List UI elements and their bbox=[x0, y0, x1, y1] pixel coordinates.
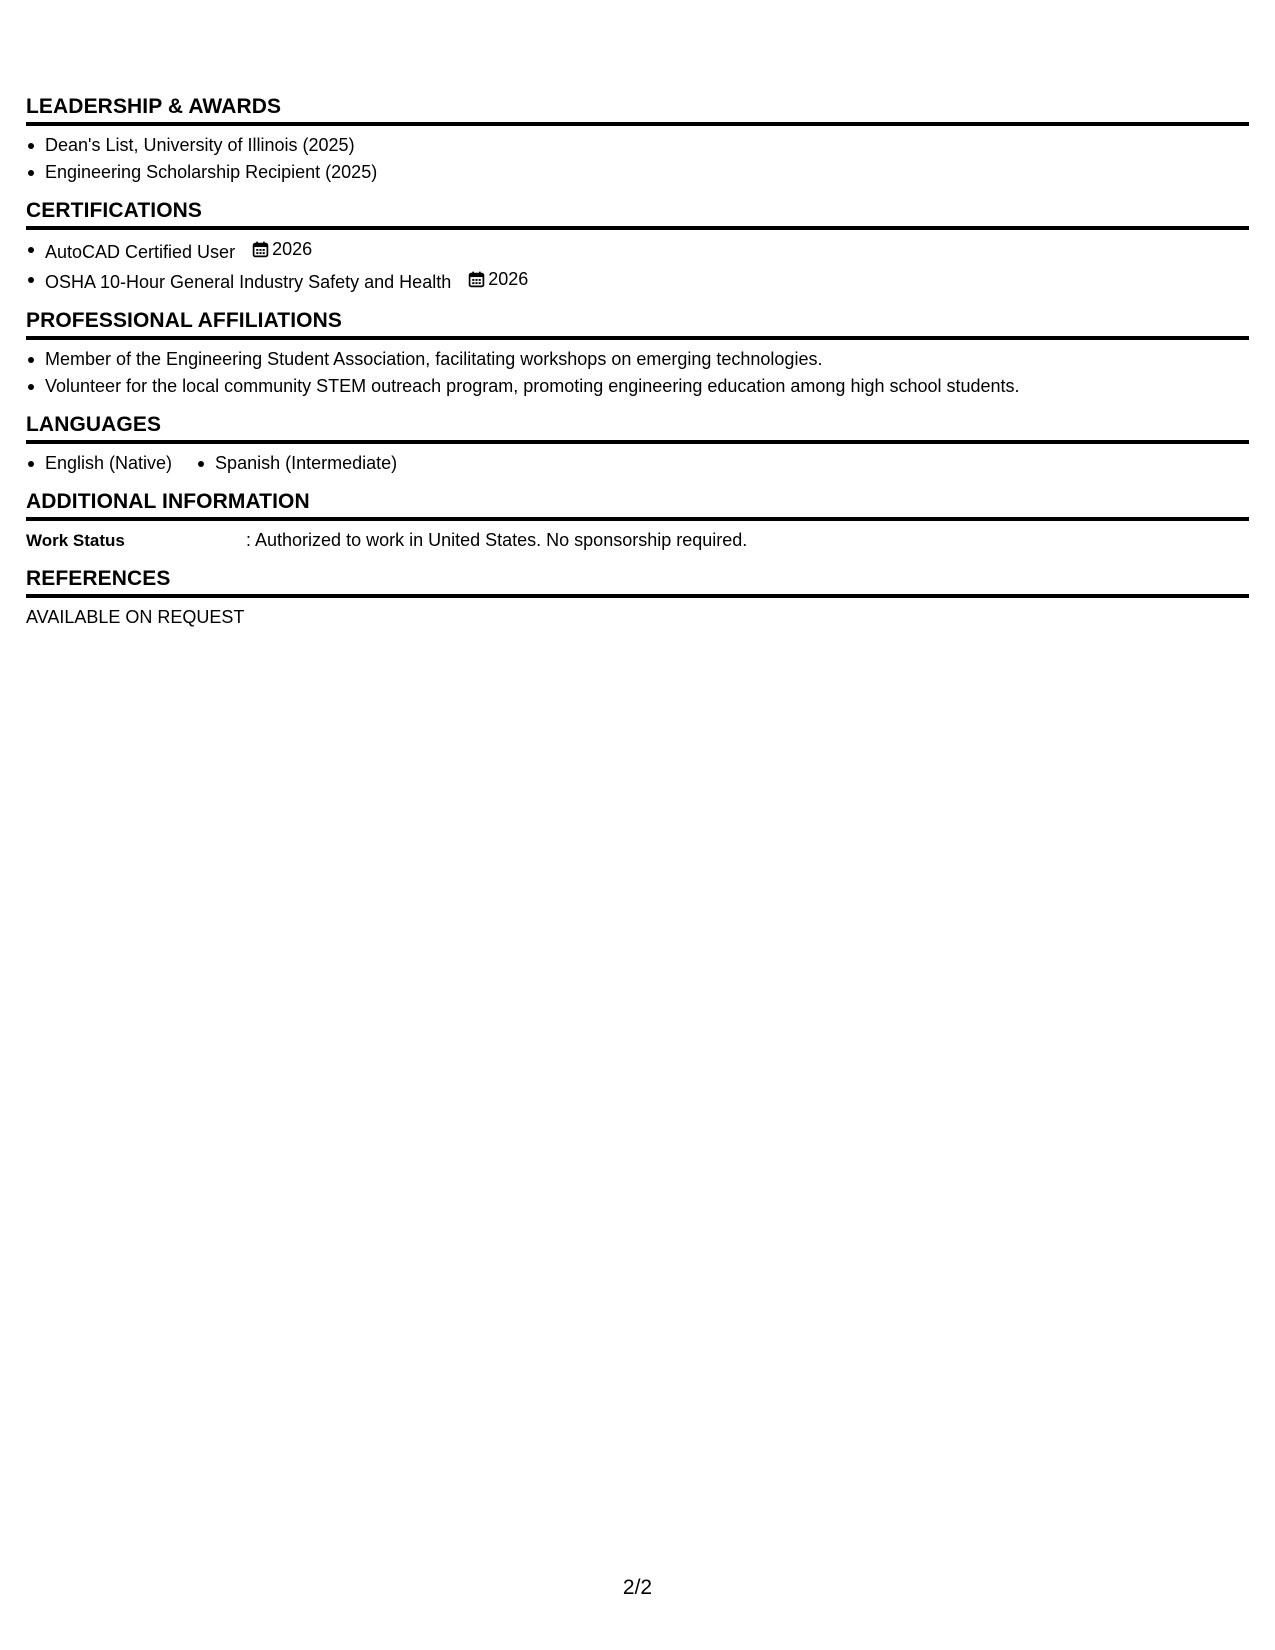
section-title-affiliations: PROFESSIONAL AFFILIATIONS bbox=[26, 308, 1249, 340]
languages-section bbox=[26, 412, 1249, 477]
languages-list bbox=[26, 450, 1249, 477]
leadership-section bbox=[26, 94, 1249, 186]
additional-info-section bbox=[26, 489, 1249, 554]
calendar-icon bbox=[468, 271, 485, 288]
language-text: Spanish (Intermediate) bbox=[215, 453, 398, 473]
info-label: Work Status bbox=[26, 531, 125, 550]
bullet-icon bbox=[28, 357, 34, 363]
bullet-icon bbox=[28, 247, 34, 253]
list-item bbox=[26, 266, 1249, 296]
resume-page bbox=[26, 94, 1249, 631]
references-section bbox=[26, 566, 1249, 631]
info-value: : Authorized to work in United States. No sponsorship required. bbox=[246, 530, 748, 550]
affiliations-list bbox=[26, 346, 1249, 400]
certification-name: AutoCAD Certified User bbox=[45, 242, 236, 262]
leadership-list bbox=[26, 132, 1249, 186]
list-item bbox=[26, 236, 1249, 266]
references-text: AVAILABLE ON REQUEST bbox=[26, 607, 245, 627]
section-title-languages: LANGUAGES bbox=[26, 412, 1249, 444]
affiliation-text: Volunteer for the local community STEM outreach program, promoting engineering education among high school students. bbox=[45, 376, 1020, 396]
bullet-icon bbox=[28, 461, 34, 467]
certification-name: OSHA 10-Hour General Industry Safety and Health bbox=[45, 272, 452, 292]
certification-date bbox=[252, 236, 312, 263]
certification-year: 2026 bbox=[488, 269, 529, 289]
list-item bbox=[26, 132, 1249, 159]
section-title-leadership: LEADERSHIP & AWARDS bbox=[26, 94, 1249, 126]
info-row bbox=[26, 527, 1249, 554]
list-item bbox=[26, 450, 172, 477]
certifications-list bbox=[26, 236, 1249, 296]
affiliation-text: Member of the Engineering Student Association, facilitating workshops on emerging technologies. bbox=[45, 349, 823, 369]
bullet-icon bbox=[28, 143, 34, 149]
bullet-icon bbox=[28, 277, 34, 283]
certification-date bbox=[468, 266, 528, 293]
list-item bbox=[26, 159, 1249, 186]
list-item bbox=[26, 373, 1249, 400]
bullet-icon bbox=[198, 461, 204, 467]
bullet-icon bbox=[28, 384, 34, 390]
section-title-certifications: CERTIFICATIONS bbox=[26, 198, 1249, 230]
award-text: Engineering Scholarship Recipient (2025) bbox=[45, 162, 378, 182]
calendar-icon bbox=[252, 241, 269, 258]
certification-year: 2026 bbox=[272, 239, 313, 259]
language-text: English (Native) bbox=[45, 453, 173, 473]
list-item bbox=[196, 450, 397, 477]
section-title-references: REFERENCES bbox=[26, 566, 1249, 598]
section-title-additional: ADDITIONAL INFORMATION bbox=[26, 489, 1249, 521]
list-item bbox=[26, 346, 1249, 373]
page-number: 2/2 bbox=[622, 1576, 653, 1599]
bullet-icon bbox=[28, 170, 34, 176]
award-text: Dean's List, University of Illinois (2025) bbox=[45, 135, 355, 155]
certifications-section bbox=[26, 198, 1249, 296]
affiliations-section bbox=[26, 308, 1249, 400]
